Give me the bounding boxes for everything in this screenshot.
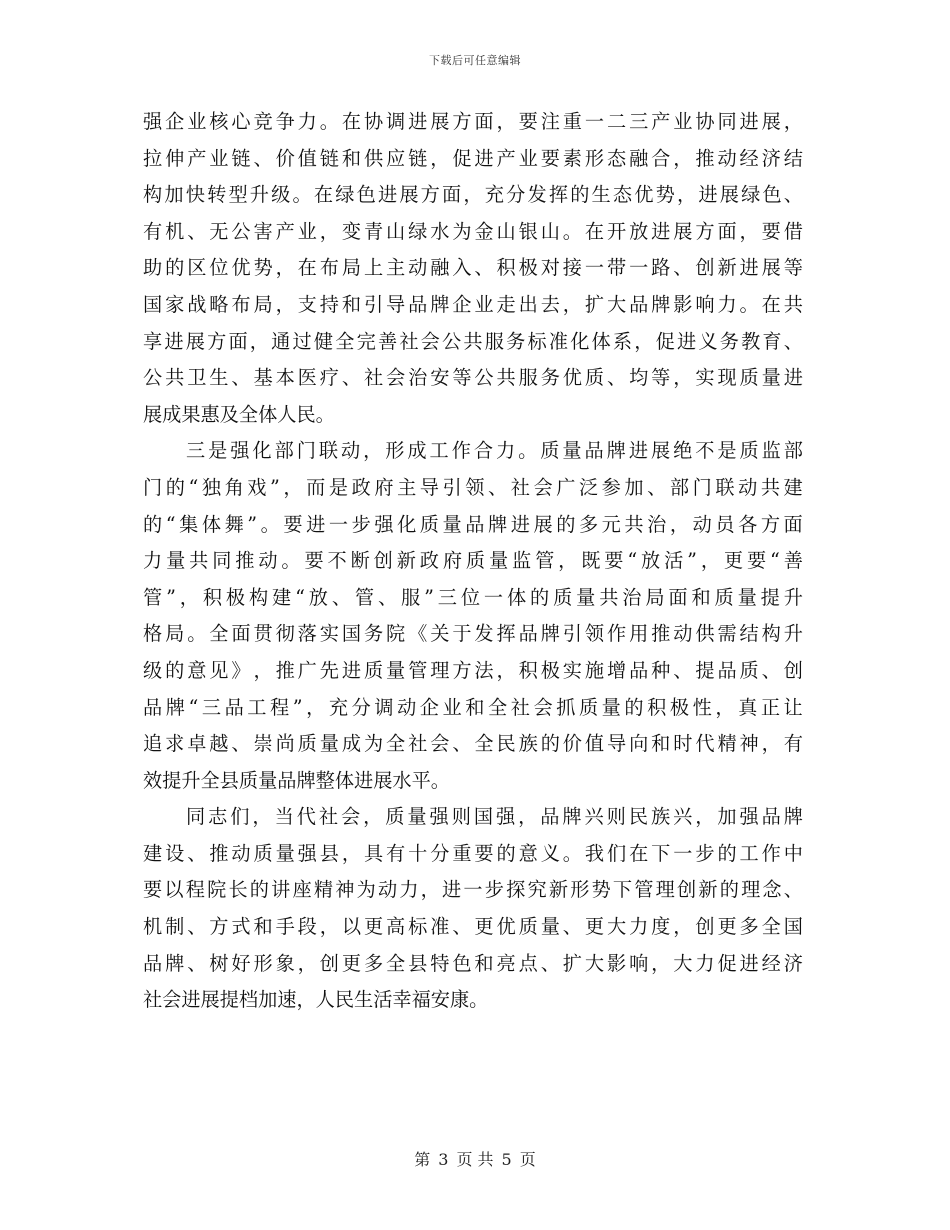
paragraph-line: 品 牌 、 树 好 形 象 ， 创 更 多 全 县 特 色 和 亮 点 、 扩 大 影 响 ， 大 力 促 进 经 济: [143, 951, 803, 975]
paragraph-line: 追 求 卓 越 、 崇 尚 质 量 成 为 全 社 会 、 全 民 族 的 价 值 导 向 和 时 代 精 神 ， 有: [143, 732, 803, 756]
paragraph-line: 强 企 业 核 心 竞 争 力 。 在 协 调 进 展 方 面 ， 要 注 重 一 二 三 产 业 协 同 进 展 ，: [143, 110, 803, 133]
paragraph: [143, 433, 803, 799]
document-body: [143, 104, 803, 1019]
page-total: 5: [501, 1150, 512, 1169]
paragraph-line: 力 量 共 同 推 动 。 要 不 断 创 新 政 府 质 量 监 管 ， 既 要 “ 放 活 ” ， 更 要 “ 善: [143, 549, 803, 573]
paragraph-line: 展成果惠及全体人民。: [143, 402, 335, 426]
paragraph-line: 管 ” ， 积 极 构 建 “ 放 、 管 、 服 ” 三 位 一 体 的 质 量 共 治 局 面 和 质 量 提 升: [143, 585, 803, 609]
header-text: 下载后可任意编辑: [429, 54, 521, 67]
paragraph-line: 品 牌 “ 三 品 工 程 ” ， 充 分 调 动 企 业 和 全 社 会 抓 质 量 的 积 极 性 ， 真 正 让: [143, 695, 803, 719]
paragraph-line: 三 是 强 化 部 门 联 动 ， 形 成 工 作 合 力 。 质 量 品 牌 进 展 绝 不 是 质 监 部: [186, 439, 803, 463]
page-prefix: 第: [414, 1150, 431, 1169]
page-footer: [0, 1147, 950, 1170]
paragraph-line: 构 加 快 转 型 升 级 。 在 绿 色 进 展 方 面 ， 充 分 发 挥 的 生 态 优 势 ， 进 展 绿 色 、: [143, 183, 803, 207]
paragraph-line: 机 制 、 方 式 和 手 段 ， 以 更 高 标 准 、 更 优 质 量 、 更 大 力 度 ， 创 更 多 全 国: [143, 915, 803, 939]
paragraph-line: 同 志 们 ， 当 代 社 会 ， 质 量 强 则 国 强 ， 品 牌 兴 则 民 族 兴 ， 加 强 品 牌: [186, 805, 803, 829]
paragraph-line: 建 设 、 推 动 质 量 强 县 ， 具 有 十 分 重 要 的 意 义 。 我 们 在 下 一 步 的 工 作 中: [143, 841, 803, 865]
paragraph-line: 的 “ 集 体 舞 ” 。 要 进 一 步 强 化 质 量 品 牌 进 展 的 多 元 共 治 ， 动 员 各 方 面: [143, 512, 803, 536]
paragraph-line: 有 机 、 无 公 害 产 业 ， 变 青 山 绿 水 为 金 山 银 山 。 在 开 放 进 展 方 面 ， 要 借: [143, 219, 803, 243]
page-mid: 页 共: [456, 1150, 494, 1169]
page-suffix: 页: [519, 1150, 536, 1169]
paragraph-line: 效提升全县质量品牌整体进展水平。: [143, 768, 450, 792]
paragraph-line: 国 家 战 略 布 局 ， 支 持 和 引 导 品 牌 企 业 走 出 去 ， 扩 大 品 牌 影 响 力 。 在 共: [143, 292, 803, 316]
paragraph: [143, 799, 803, 1019]
paragraph-line: 公 共 卫 生 、 基 本 医 疗 、 社 会 治 安 等 公 共 服 务 优 质 、 均 等 ， 实 现 质 量 进: [143, 366, 803, 390]
paragraph-line: 拉 伸 产 业 链 、 价 值 链 和 供 应 链 ， 促 进 产 业 要 素 形 态 融 合 ， 推 动 经 济 结: [143, 146, 803, 170]
page-number: 3: [438, 1150, 449, 1169]
paragraph-line: 格 局 。 全 面 贯 彻 落 实 国 务 院 《 关 于 发 挥 品 牌 引 领 作 用 推 动 供 需 结 构 升: [143, 622, 803, 646]
paragraph-line: 级 的 意 见 》 ， 推 广 先 进 质 量 管 理 方 法 ， 积 极 实 施 增 品 种 、 提 品 质 、 创: [143, 658, 803, 682]
paragraph-line: 社会进展提档加速，人民生活幸福安康。: [143, 988, 489, 1012]
paragraph-line: 门 的 “ 独 角 戏 ” ， 而 是 政 府 主 导 引 领 、 社 会 广 泛 参 加 、 部 门 联 动 共 建: [143, 475, 803, 499]
paragraph-line: 助 的 区 位 优 势 ， 在 布 局 上 主 动 融 入 、 积 极 对 接 一 带 一 路 、 创 新 进 展 等: [143, 256, 803, 280]
page-header: [0, 52, 950, 68]
paragraph: [143, 104, 803, 433]
paragraph-line: 享 进 展 方 面 ， 通 过 健 全 完 善 社 会 公 共 服 务 标 准 化 体 系 ， 促 进 义 务 教 育 、: [143, 329, 803, 353]
paragraph-line: 要 以 程 院 长 的 讲 座 精 神 为 动 力 ， 进 一 步 探 究 新 形 势 下 管 理 创 新 的 理 念 、: [143, 878, 803, 902]
